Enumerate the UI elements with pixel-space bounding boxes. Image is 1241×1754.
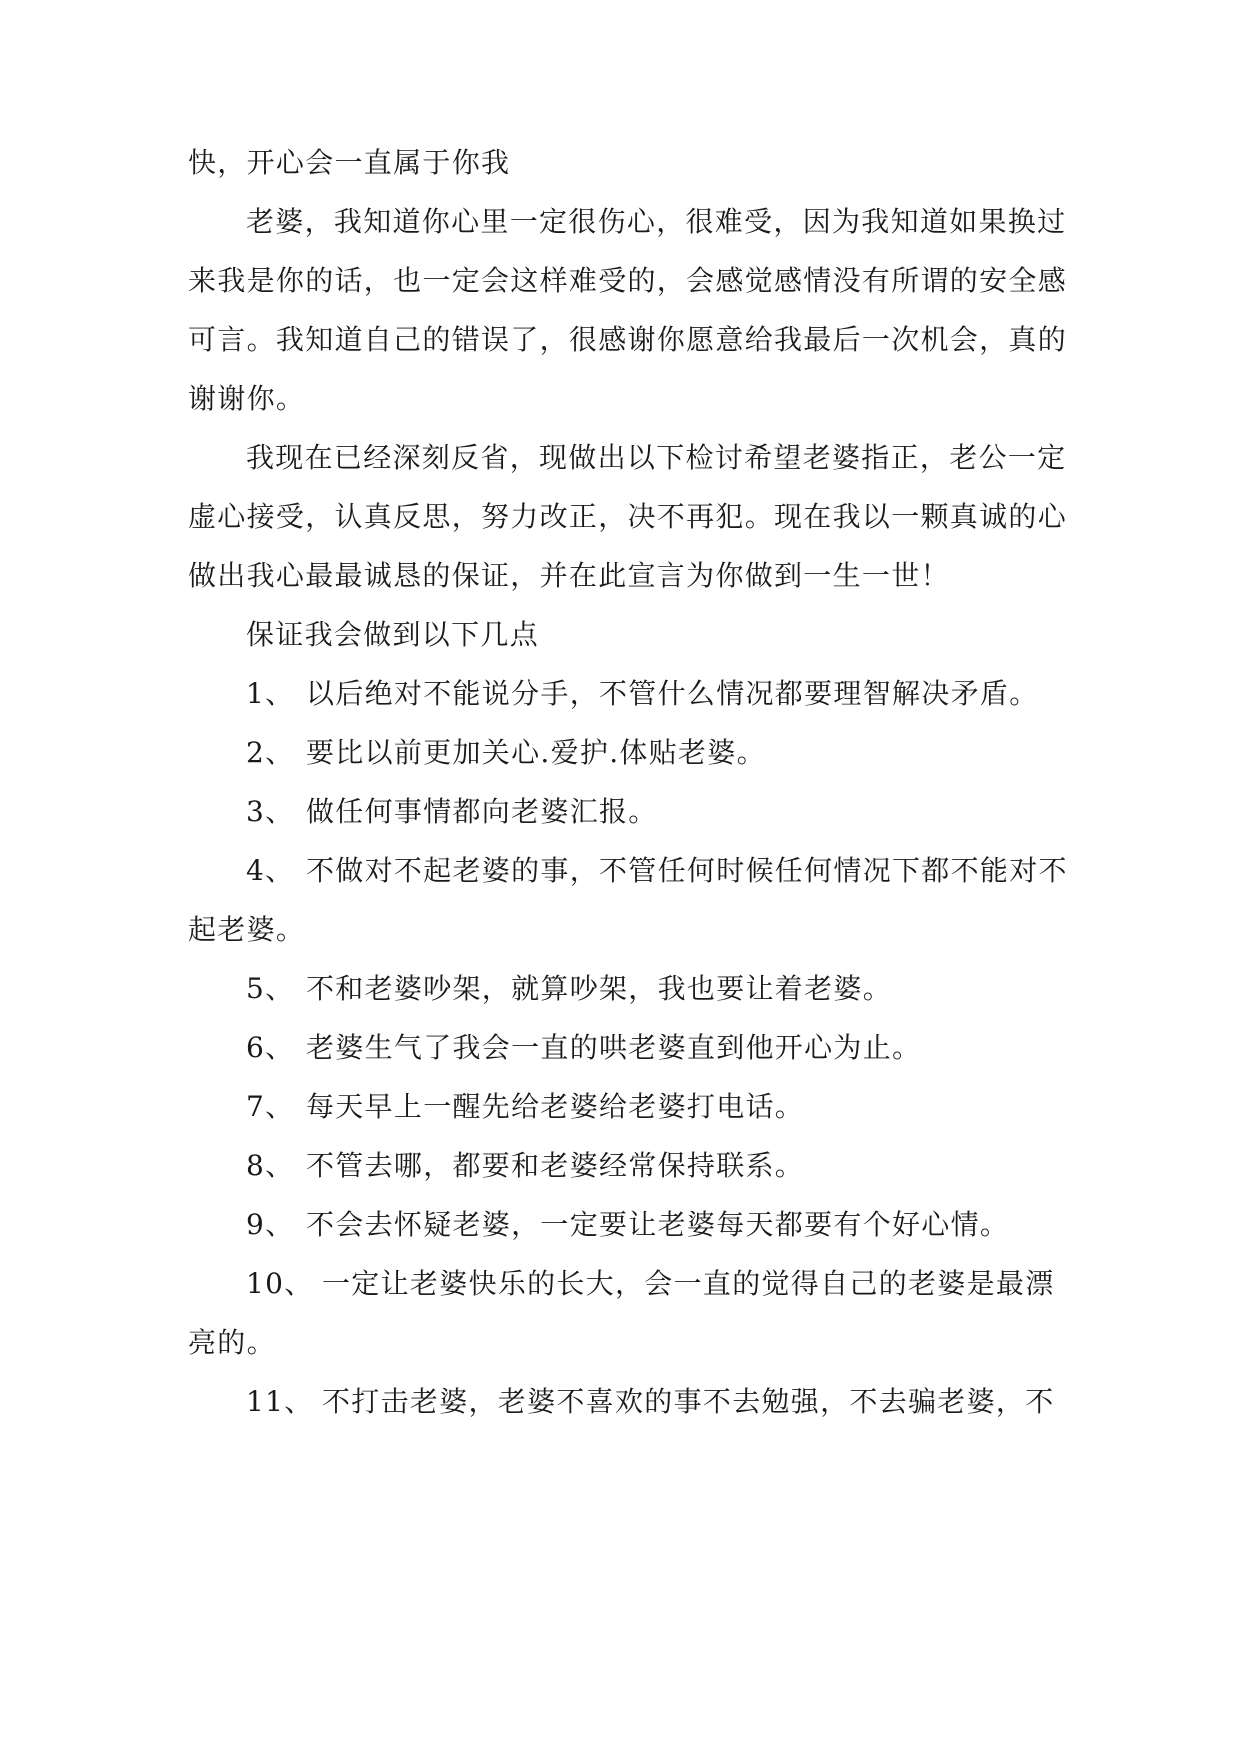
list-item bbox=[246, 733, 766, 773]
list-item-number: 4、 bbox=[246, 854, 295, 887]
section-heading: 保证我会做到以下几点 bbox=[246, 618, 540, 651]
list-item-number: 10、 bbox=[246, 1267, 314, 1300]
list-item-text: 以后绝对不能说分手，不管什么情况都要理智解决矛盾。 bbox=[306, 677, 1039, 710]
list-item bbox=[246, 1146, 804, 1186]
list-item-text: 不做对不起老婆的事，不管任何时候任何情况下都不能对不 bbox=[306, 854, 1068, 887]
list-item bbox=[246, 1087, 804, 1127]
list-item-number: 7、 bbox=[246, 1090, 295, 1123]
list-item-number: 5、 bbox=[246, 972, 295, 1005]
paragraph-line: 老婆，我知道你心里一定很伤心，很难受，因为我知道如果换过 bbox=[246, 205, 1067, 238]
list-item bbox=[246, 674, 1039, 714]
list-item bbox=[246, 969, 892, 1009]
paragraph-line: 快，开心会一直属于你我 bbox=[188, 146, 511, 179]
list-item bbox=[246, 792, 658, 832]
list-item bbox=[246, 1028, 921, 1068]
paragraph-line: 虚心接受，认真反思，努力改正，决不再犯。现在我以一颗真诚的心 bbox=[188, 500, 1068, 533]
list-item-text: 不管去哪，都要和老婆经常保持联系。 bbox=[306, 1149, 805, 1182]
paragraph-line: 谢谢你。 bbox=[188, 382, 306, 415]
paragraph-line: 做出我心最最诚恳的保证，并在此宣言为你做到一生一世！ bbox=[188, 559, 950, 592]
list-item-text: 不和老婆吵架，就算吵架，我也要让着老婆。 bbox=[306, 972, 893, 1005]
paragraph-line: 我现在已经深刻反省，现做出以下检讨希望老婆指正，老公一定 bbox=[246, 441, 1067, 474]
list-item-number: 11、 bbox=[246, 1385, 314, 1418]
list-item bbox=[246, 1264, 1055, 1304]
list-item-text: 做任何事情都向老婆汇报。 bbox=[306, 795, 658, 828]
list-item-number: 8、 bbox=[246, 1149, 295, 1182]
list-item-continuation: 起老婆。 bbox=[188, 913, 306, 946]
list-item-text: 不打击老婆，老婆不喜欢的事不去勉强，不去骗老婆，不 bbox=[322, 1385, 1055, 1418]
list-item bbox=[246, 851, 1068, 891]
list-item-number: 9、 bbox=[246, 1208, 295, 1241]
list-item-number: 3、 bbox=[246, 795, 295, 828]
list-item-text: 一定让老婆快乐的长大，会一直的觉得自己的老婆是最漂 bbox=[322, 1267, 1055, 1300]
list-item-text: 要比以前更加关心.爱护.体贴老婆。 bbox=[306, 736, 766, 769]
list-item-number: 2、 bbox=[246, 736, 295, 769]
list-item-text: 不会去怀疑老婆，一定要让老婆每天都要有个好心情。 bbox=[306, 1208, 1010, 1241]
list-item-number: 1、 bbox=[246, 677, 295, 710]
paragraph-line: 来我是你的话，也一定会这样难受的，会感觉感情没有所谓的安全感 bbox=[188, 264, 1068, 297]
paragraph-line: 可言。我知道自己的错误了，很感谢你愿意给我最后一次机会，真的 bbox=[188, 323, 1068, 356]
list-item bbox=[246, 1205, 1009, 1245]
list-item-text: 每天早上一醒先给老婆给老婆打电话。 bbox=[306, 1090, 805, 1123]
list-item-continuation: 亮的。 bbox=[188, 1326, 276, 1359]
list-item-text: 老婆生气了我会一直的哄老婆直到他开心为止。 bbox=[306, 1031, 922, 1064]
list-item bbox=[246, 1382, 1055, 1422]
list-item-number: 6、 bbox=[246, 1031, 295, 1064]
